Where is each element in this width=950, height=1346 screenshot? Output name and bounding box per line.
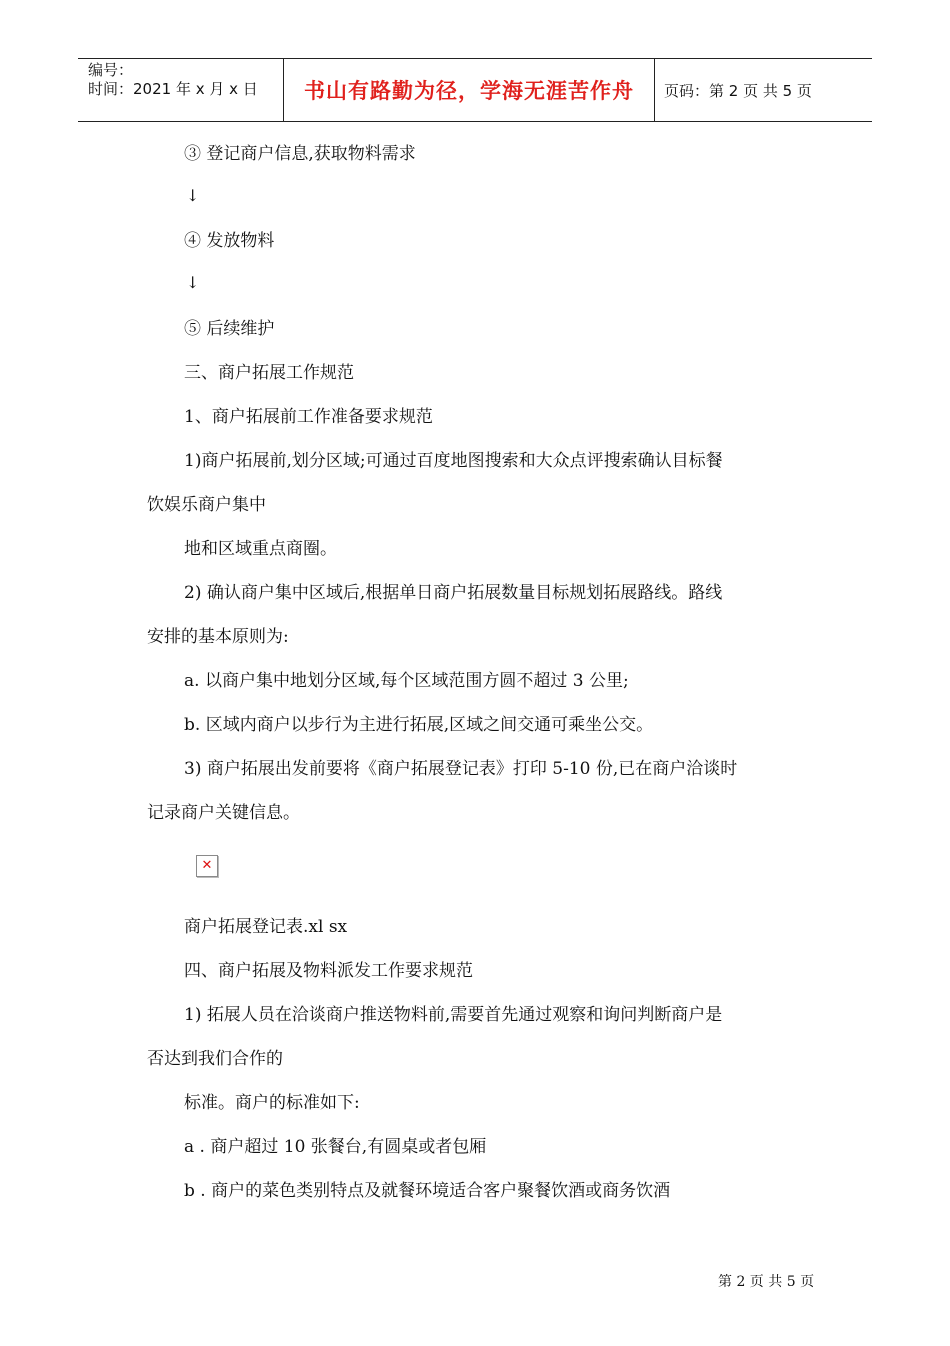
paragraph-line: 2) 确认商户集中区域后,根据单日商户拓展数量目标规划拓展路线。路线 — [184, 583, 723, 603]
header-motto: 书山有路勤为径，学海无涯苦作舟 — [304, 79, 634, 103]
page-header — [78, 58, 872, 122]
attachment-filename[interactable]: 商户拓展登记表.xl sx — [184, 917, 348, 937]
step-4: ④ 发放物料 — [184, 231, 275, 251]
down-arrow-icon: ↓ — [186, 186, 200, 205]
paragraph-line: 饮娱乐商户集中 — [147, 495, 266, 515]
subsection-1-title: 1、商户拓展前工作准备要求规范 — [184, 407, 433, 427]
header-info — [88, 61, 278, 119]
number-label: 编号： — [88, 61, 134, 79]
page-footer: 第 2 页 共 5 页 — [718, 1274, 815, 1290]
broken-attachment-icon[interactable] — [196, 855, 218, 877]
paragraph-line: 安排的基本原则为: — [147, 627, 289, 647]
list-item-a: a. 以商户集中地划分区域,每个区域范围方圆不超过 3 公里; — [184, 671, 629, 691]
step-3: ③ 登记商户信息,获取物料需求 — [184, 144, 416, 164]
paragraph-line: 标准。商户的标准如下: — [184, 1093, 360, 1113]
standard-item-a: a . 商户超过 10 张餐台,有圆桌或者包厢 — [184, 1137, 487, 1157]
paragraph-line: 1)商户拓展前,划分区域;可通过百度地图搜索和大众点评搜索确认目标餐 — [184, 451, 723, 471]
x-icon: ✕ — [201, 858, 213, 873]
page-code: 页码：第 2 页 共 5 页 — [664, 81, 812, 100]
paragraph-line: 地和区域重点商圈。 — [184, 539, 337, 559]
time-label: 时间：2021 年 x 月 x 日 — [88, 80, 258, 98]
header-divider — [654, 59, 655, 121]
step-5: ⑤ 后续维护 — [184, 319, 275, 339]
list-item-b: b. 区域内商户以步行为主进行拓展,区域之间交通可乘坐公交。 — [184, 715, 654, 735]
section-4-title: 四、商户拓展及物料派发工作要求规范 — [184, 961, 473, 981]
paragraph-line: 1) 拓展人员在洽谈商户推送物料前,需要首先通过观察和询问判断商户是 — [184, 1005, 723, 1025]
paragraph-line: 否达到我们合作的 — [147, 1049, 283, 1069]
section-3-title: 三、商户拓展工作规范 — [184, 363, 354, 383]
paragraph-line: 3) 商户拓展出发前要将《商户拓展登记表》打印 5-10 份,已在商户洽谈时 — [184, 759, 738, 779]
standard-item-b: b . 商户的菜色类别特点及就餐环境适合客户聚餐饮酒或商务饮酒 — [184, 1181, 671, 1201]
down-arrow-icon: ↓ — [186, 273, 200, 292]
paragraph-line: 记录商户关键信息。 — [147, 803, 300, 823]
